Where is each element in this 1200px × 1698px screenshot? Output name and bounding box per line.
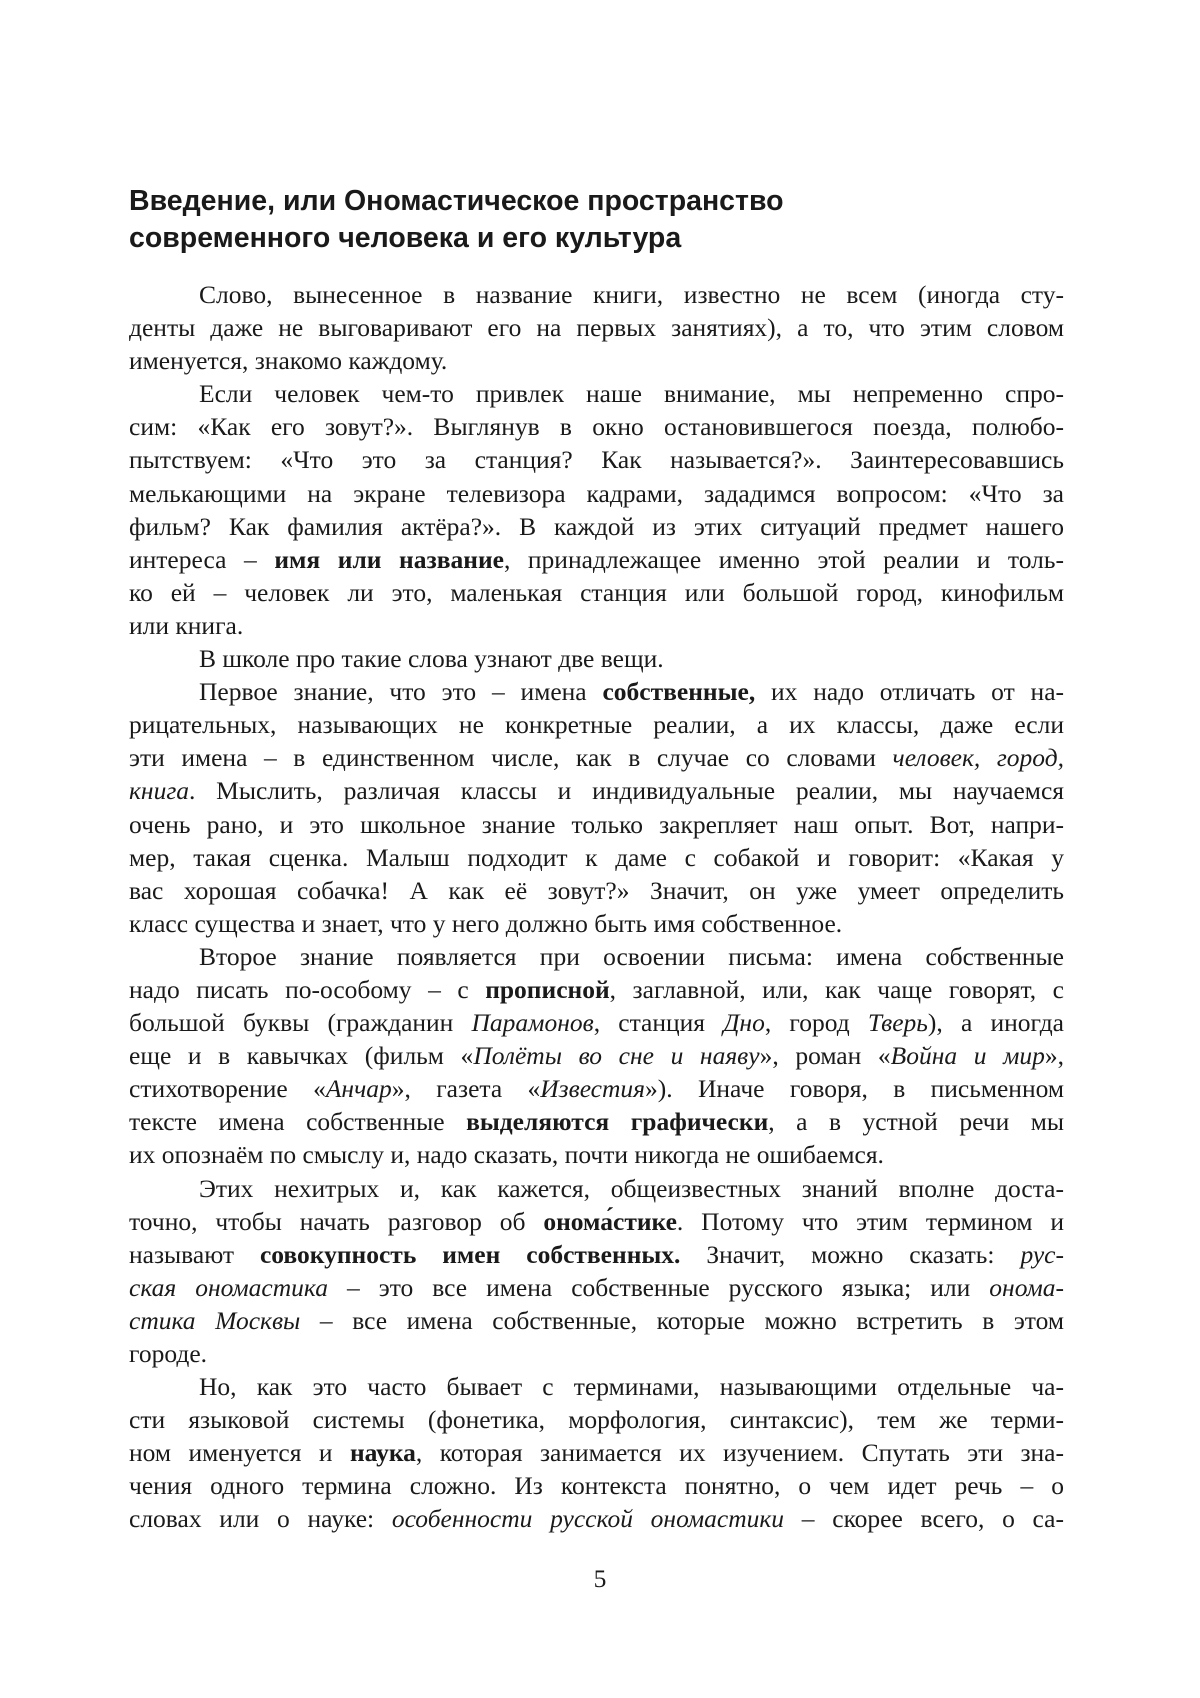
text-run: – это все имена собственные русского языка; или: [327, 1272, 990, 1302]
text-run: . Мыслить, различая классы и индивидуальные реалии, мы научаемся: [189, 776, 1064, 806]
text-line: [129, 1238, 1064, 1271]
text-run: пытствуем: «Что это за станция? Как называется?». Заинтересовавшись: [129, 445, 1064, 475]
text-run: . Потому что этим термином и: [676, 1206, 1064, 1236]
text-line: [129, 311, 1064, 344]
italic-example: стика Москвы: [129, 1305, 301, 1335]
text-line: [129, 907, 1064, 940]
text-line: [129, 609, 1064, 642]
text-run: называют: [129, 1239, 260, 1269]
text-run: их надо отличать от на-: [755, 677, 1065, 707]
text-run: Но, как это часто бывает с терминами, называющими отдельные ча-: [199, 1372, 1064, 1402]
text-line: [129, 1304, 1064, 1337]
italic-example: Дно: [723, 1008, 765, 1038]
text-run: В школе про такие слова узнают две вещи.: [199, 644, 664, 674]
text-line: [129, 708, 1064, 741]
text-run: мелькающими на экране телевизора кадрами, зададимся вопросом: «Что за: [129, 478, 1064, 508]
text-line: [129, 940, 1064, 973]
text-line: [129, 642, 1064, 675]
paragraph: [129, 1172, 1064, 1371]
text-run: очень рано, и это школьное знание только закрепляет наш опыт. Вот, напри-: [129, 809, 1064, 839]
bold-term: совокупность имен собственных.: [259, 1239, 681, 1269]
text-run: Первое знание, что это – имена: [199, 677, 603, 707]
text-run: их опознаём по смыслу и, надо сказать, почти никогда не ошибаемся.: [129, 1140, 884, 1170]
text-run: фильм? Как фамилия актёра?». В каждой из этих ситуаций предмет нашего: [129, 511, 1064, 541]
text-line: [129, 377, 1064, 410]
text-line: [129, 1469, 1064, 1502]
text-run: денты даже не выговаривают его на первых занятиях), а то, что этим словом: [129, 313, 1064, 343]
bold-term: прописной: [485, 974, 610, 1004]
bold-term: онома́стике: [543, 1206, 677, 1236]
text-run: ), а иногда: [927, 1008, 1064, 1038]
body-text: [129, 278, 1064, 1536]
text-line: [129, 443, 1064, 476]
text-run: стихотворение «: [129, 1074, 326, 1104]
text-run: Если человек чем-то привлек наше внимание, мы непременно спро-: [199, 379, 1064, 409]
bold-term: имя или название: [274, 544, 504, 574]
chapter-title: [129, 183, 1089, 257]
text-line: [129, 841, 1064, 874]
text-line: [129, 808, 1064, 841]
bold-term: собственные,: [602, 677, 756, 707]
text-run: точно, чтобы начать разговор об: [129, 1206, 544, 1236]
italic-example: Война и мир: [890, 1041, 1045, 1071]
italic-example: Парамонов: [471, 1008, 594, 1038]
text-run: Этих нехитрых и, как кажется, общеизвестных знаний вполне доста-: [199, 1173, 1064, 1203]
bold-term: наука: [349, 1438, 416, 1468]
text-run: – скорее всего, о са-: [784, 1504, 1064, 1534]
text-run: », газета «: [391, 1074, 541, 1104]
text-run: сим: «Как его зовут?». Выглянув в окно остановившегося поезда, полюбо-: [129, 412, 1064, 442]
text-run: мер, такая сценка. Малыш подходит к даме с собакой и говорит: «Какая у: [129, 842, 1064, 872]
text-run: Второе знание появляется при освоении письма: имена собственные: [199, 941, 1064, 971]
text-line: [129, 1271, 1064, 1304]
text-run: сти языковой системы (фонетика, морфология, синтаксис), тем же терми-: [129, 1405, 1064, 1435]
text-run: »). Иначе говоря, в письменном: [645, 1074, 1064, 1104]
text-run: чения одного термина сложно. Из контекста понятно, о чем идет речь – о: [129, 1471, 1064, 1501]
paragraph: [129, 675, 1064, 940]
text-line: [129, 675, 1064, 708]
text-line: [129, 543, 1064, 576]
text-line: [129, 1502, 1064, 1535]
bold-term: выделяются графически: [466, 1107, 769, 1137]
text-run: интереса –: [129, 544, 275, 574]
text-run: , заглавной, или, как чаще говорят, с: [609, 974, 1064, 1004]
text-run: Значит, можно сказать:: [680, 1239, 1021, 1269]
text-run: словах или о науке:: [129, 1504, 392, 1534]
text-run: ко ей – человек ли это, маленькая станция или большой город, кинофильм: [129, 577, 1064, 607]
text-line: [129, 477, 1064, 510]
text-line: [129, 344, 1064, 377]
text-line: [129, 1436, 1064, 1469]
text-line: [129, 278, 1064, 311]
text-line: [129, 973, 1064, 1006]
text-line: [129, 1205, 1064, 1238]
text-run: , а в устной речи мы: [768, 1107, 1065, 1137]
text-run: городе.: [129, 1339, 208, 1368]
italic-example: Тверь: [867, 1008, 928, 1038]
text-run: рицательных, называющих не конкретные реалии, а их классы, даже если: [129, 710, 1064, 740]
text-run: класс существа и знает, что у него должно быть имя собственное.: [129, 908, 843, 938]
text-run: вас хорошая собачка! А как её зовут?» Значит, он уже умеет определить: [129, 875, 1064, 905]
text-run: тексте имена собственные: [129, 1107, 467, 1137]
text-line: [129, 741, 1064, 774]
text-run: , принадлежащее именно этой реалии и толь-: [503, 544, 1064, 574]
italic-example: онома-: [989, 1272, 1064, 1302]
text-run: »,: [1044, 1041, 1064, 1071]
text-line: [129, 874, 1064, 907]
text-run: ном именуется и: [129, 1438, 350, 1468]
text-run: именуется, знакомо каждому.: [129, 346, 448, 376]
text-run: Слово, вынесенное в название книги, известно не всем (иногда сту-: [199, 280, 1064, 309]
chapter-title-line: современного человека и его культура: [129, 222, 682, 254]
italic-example: Известия: [540, 1074, 646, 1104]
text-run: еще и в кавычках (фильм «: [129, 1041, 474, 1071]
text-line: [129, 1370, 1064, 1403]
text-line: [129, 1039, 1064, 1072]
italic-example: рус-: [1020, 1239, 1064, 1269]
text-line: [129, 1072, 1064, 1105]
italic-example: ская ономастика: [129, 1272, 328, 1302]
text-line: [129, 774, 1064, 807]
text-run: , станция: [593, 1008, 724, 1038]
text-run: , город: [764, 1008, 868, 1038]
paragraph: [129, 377, 1064, 642]
italic-example: Полёты во сне и наяву: [473, 1041, 760, 1071]
paragraph: [129, 940, 1064, 1172]
text-line: [129, 1337, 1064, 1370]
text-run: , которая занимается их изучением. Спутать эти зна-: [415, 1438, 1064, 1468]
text-line: [129, 1006, 1064, 1039]
text-run: надо писать по-особому – с: [129, 974, 486, 1004]
text-run: или книга.: [129, 610, 244, 640]
italic-example: Анчар: [325, 1074, 392, 1104]
text-line: [129, 510, 1064, 543]
text-run: », роман «: [759, 1041, 891, 1071]
text-line: [129, 1172, 1064, 1205]
text-run: большой буквы (гражданин: [129, 1008, 472, 1038]
italic-example: книга: [129, 776, 190, 806]
text-line: [129, 410, 1064, 443]
italic-example: человек, город,: [892, 743, 1064, 773]
italic-example: особенности русской ономастики: [391, 1504, 785, 1534]
paragraph: [129, 1370, 1064, 1535]
text-line: [129, 1138, 1064, 1171]
paragraph: [129, 278, 1064, 377]
text-run: – все имена собственные, которые можно встретить в этом: [300, 1305, 1064, 1335]
text-line: [129, 1105, 1064, 1138]
paragraph: [129, 642, 1064, 675]
page-number: 5: [593, 1564, 607, 1593]
chapter-title-line: Введение, или Ономастическое пространство: [129, 185, 784, 217]
text-run: эти имена – в единственном числе, как в случае со словами: [129, 743, 893, 773]
text-line: [129, 1403, 1064, 1436]
text-line: [129, 576, 1064, 609]
